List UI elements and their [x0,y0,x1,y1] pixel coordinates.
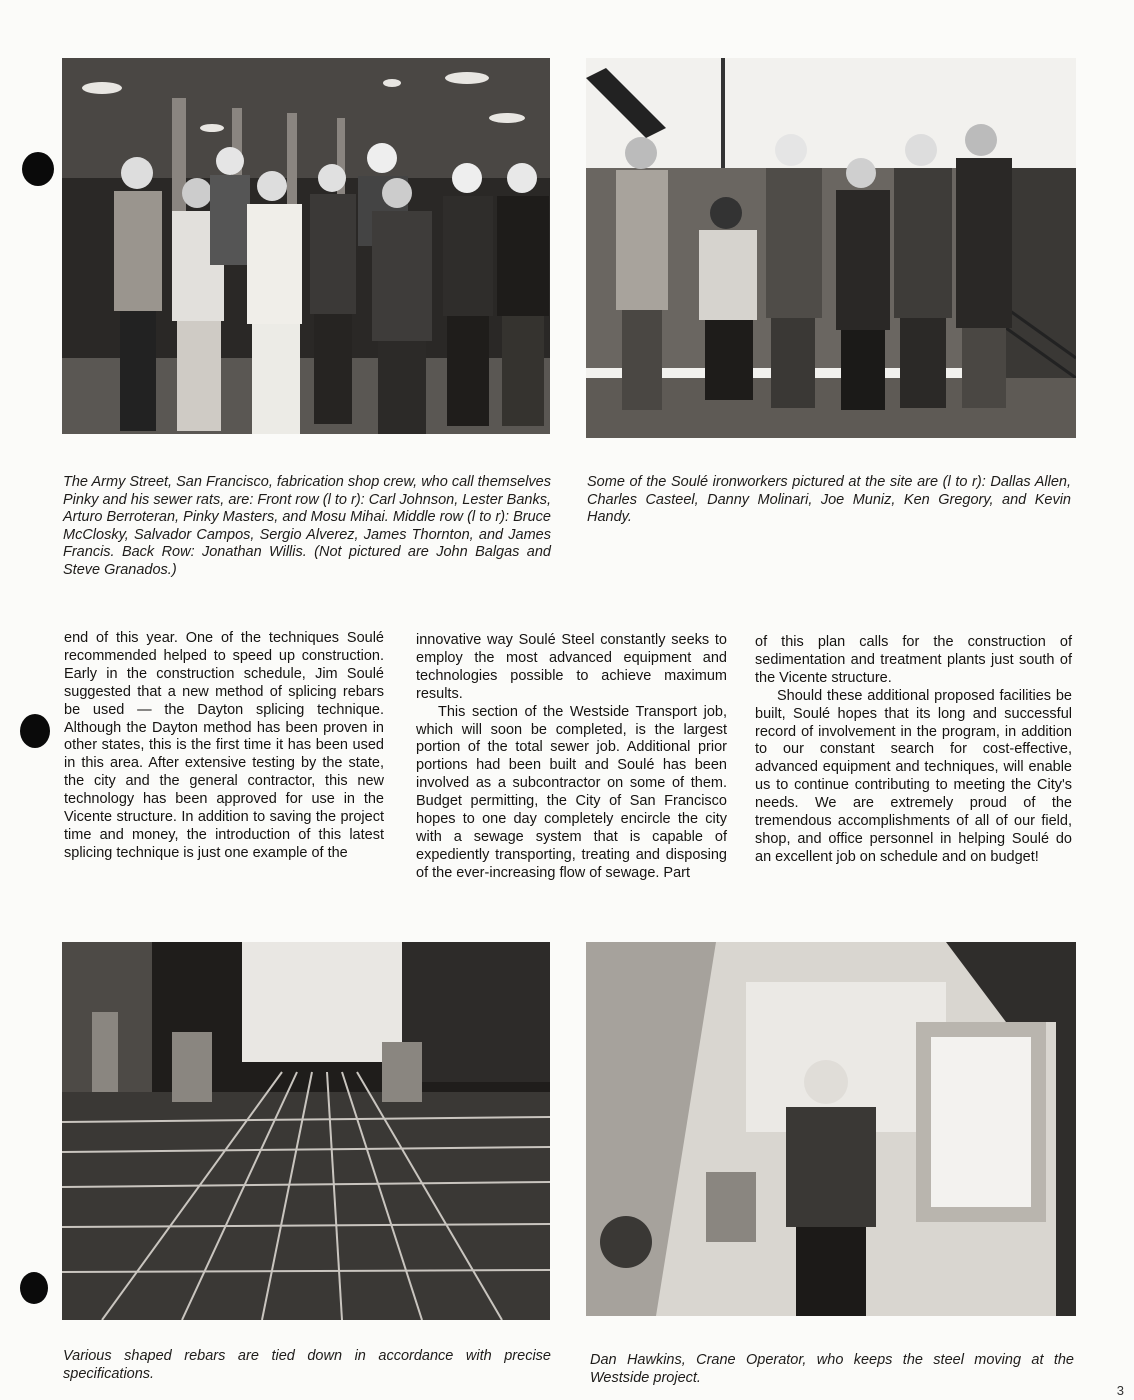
column-3-paragraph-2: Should these additional proposed facilities be built, Soulé hopes that its long and successful record of involvement in the program, in addition to our constant search for cost-effective, advanced equipment and techniques, will enable us to continue contributing to meeting the City's needs. We are extremely proud of the tremendous accomplishments of all of our field, shop, and office personnel in helping Soulé do an excellent job on schedule and on budget! [755,687,1072,865]
shop-crew-photo [62,58,550,434]
crane-caption: Dan Hawkins, Crane Operator, who keeps the steel moving at the Westside project. [590,1352,1074,1386]
article-column-3 [755,634,1072,867]
rebar-grid-photo-icon [62,942,550,1320]
punch-hole-bottom [20,1272,48,1304]
rebar-photo [62,942,550,1320]
article-column-2 [416,632,727,883]
crane-photo [586,942,1076,1316]
column-3-paragraph-1: of this plan calls for the construction of sedimentation and treatment plants just south of the Vicente structure. [755,634,1072,686]
column-2-paragraph-2: This section of the Westside Transport job, which will soon be completed, is the largest portion of the total sewer job. Additional prior portions had been built and Soulé has been involved as a subcontractor on some of them. Budget permitting, the City of San Francisco hopes to one day completely encircle the city with a sewage system that is capable of expediently transporting, treating and disposing of the ever-increasing flow of sewage. Part [416,703,727,881]
column-2-paragraph-1: innovative way Soulé Steel constantly seeks to employ the most advanced equipment and technologies possible to achieve maximum results. [416,632,727,702]
punch-hole-top [22,152,54,186]
shop-crew-caption: The Army Street, San Francisco, fabrication shop crew, who call themselves Pinky and his sewer rats, are: Front row (l to r): Carl Johnson, Lester Banks, Arturo Berroteran, Pinky Masters, and Mosu Mihai. Middle row (l to r): Bruce McClosky, Salvador Campos, Sergio Alverez, James Thornton, and James Francis. Back Row: Jonathan Willis. (Not pictured are John Balgas and Steve Granados.) [63,474,551,578]
ironworkers-site-photo-icon [586,58,1076,438]
article-column-1 [64,630,384,863]
page-number: 3 [1116,1383,1124,1398]
shop-crew-group-photo-icon [62,58,550,434]
crane-cab-photo-icon [586,942,1076,1316]
ironworkers-photo [586,58,1076,438]
punch-hole-middle [20,714,50,748]
column-1-paragraph: end of this year. One of the techniques Soulé recommended helped to speed up construction. Early in the construction schedule, Jim Soulé suggested that a new method of splicing rebars be used — the Dayton splicing technique. Although the Dayton method has been proven in other states, this is the first time it has been used in this area. After extensive testing by the state, the city and the general contractor, this new technology has been approved for use in the Vicente structure. In addition to saving the project time and money, the introduction of this latest splicing technique is just one example of the [64,630,384,861]
rebar-caption: Various shaped rebars are tied down in accordance with precise specifications. [63,1348,551,1382]
ironworkers-caption: Some of the Soulé ironworkers pictured at the site are (l to r): Dallas Allen, Charles Casteel, Danny Molinari, Joe Muniz, Ken Gregory, and Kevin Handy. [587,474,1071,525]
